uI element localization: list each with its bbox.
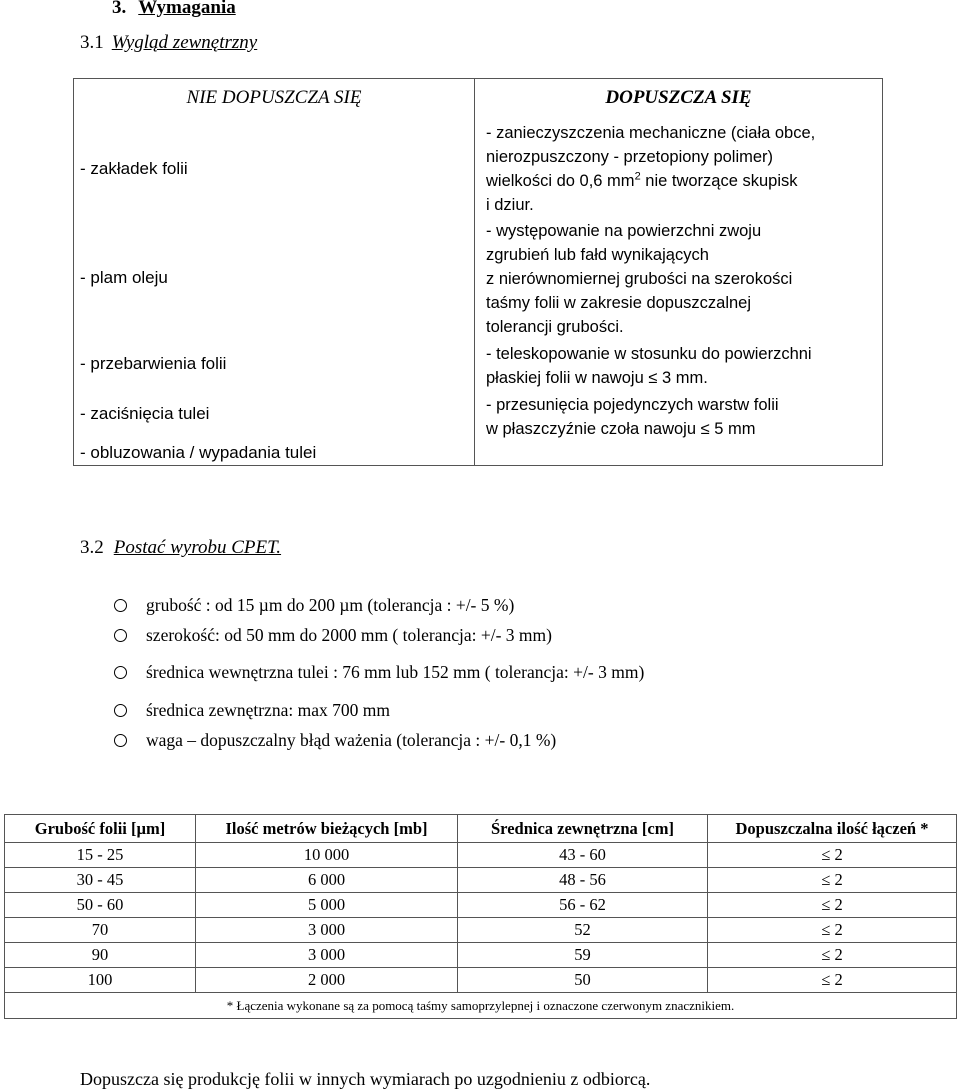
bullet-text: grubość : od 15 µm do 200 µm (tolerancja : +/- 5 %) [146, 595, 515, 615]
table-cell: 15 - 25 [5, 843, 196, 868]
allowed-line: z nierównomiernej grubości na szerokości [486, 270, 793, 288]
allowed-line: i dziur. [486, 196, 534, 214]
subsection-heading-product [80, 537, 281, 559]
allowed-line-part: wielkości do 0,6 mm [486, 172, 635, 190]
table-cell: 3 000 [196, 918, 458, 943]
section-title: Wymagania [138, 0, 236, 18]
table-row [5, 868, 957, 893]
table-cell: ≤ 2 [708, 943, 957, 968]
table-cell: 10 000 [196, 843, 458, 868]
table-cell: ≤ 2 [708, 968, 957, 993]
table-cell: ≤ 2 [708, 868, 957, 893]
subsection-heading-appearance [80, 32, 257, 54]
bullet-icon [114, 734, 127, 747]
table-row [5, 968, 957, 993]
table-note-row [5, 993, 957, 1019]
bullet-text: średnica zewnętrzna: max 700 mm [146, 700, 390, 720]
not-allowed-header: NIE DOPUSZCZA SIĘ [186, 87, 362, 108]
table-row [5, 843, 957, 868]
allowed-line: taśmy folii w zakresie dopuszczalnej [486, 294, 752, 312]
table-cell: ≤ 2 [708, 843, 957, 868]
allowed-header: DOPUSZCZA SIĘ [605, 87, 752, 108]
table-cell: 52 [458, 918, 708, 943]
table-cell: 43 - 60 [458, 843, 708, 868]
table-cell: 2 000 [196, 968, 458, 993]
not-allowed-item: - przebarwienia folii [80, 354, 227, 373]
subsection-number: 3.2 [80, 537, 104, 558]
allowed-line: zgrubień lub fałd wynikających [486, 246, 709, 264]
column-header: Średnica zewnętrzna [cm] [458, 815, 708, 843]
table-header-row [5, 815, 957, 843]
allowed-line: w płaszczyźnie czoła nawoju ≤ 5 mm [486, 420, 756, 438]
table-cell: ≤ 2 [708, 918, 957, 943]
not-allowed-item: - zakładek folii [80, 159, 188, 178]
allowed-line: - zanieczyszczenia mechaniczne (ciała obce, [486, 124, 816, 142]
allowed-line: nierozpuszczony - przetopiony polimer) [486, 148, 774, 166]
table-row [5, 943, 957, 968]
allowed-line [486, 170, 798, 194]
table-cell: ≤ 2 [708, 893, 957, 918]
allowed-line: - występowanie na powierzchni zwoju [486, 222, 762, 240]
allowed-line: płaskiej folii w nawoju ≤ 3 mm. [486, 369, 708, 387]
subsection-number: 3.1 [80, 32, 104, 53]
table-cell: 50 - 60 [5, 893, 196, 918]
column-header: Grubość folii [µm] [5, 815, 196, 843]
table-footnote: * Łączenia wykonane są za pomocą taśmy samoprzylepnej i oznaczone czerwonym znacznikiem. [5, 993, 957, 1019]
subsection-title: Postać wyrobu CPET. [113, 537, 282, 558]
table-cell: 30 - 45 [5, 868, 196, 893]
bullet-icon [114, 666, 127, 679]
table-cell: 3 000 [196, 943, 458, 968]
allowed-line-part: nie tworzące skupisk [640, 172, 798, 190]
section-number: 3. [112, 0, 127, 18]
subsection-title: Wygląd zewnętrzny [111, 32, 258, 53]
table-cell: 56 - 62 [458, 893, 708, 918]
table-cell: 100 [5, 968, 196, 993]
not-allowed-item: - zaciśnięcia tulei [80, 404, 210, 423]
table-cell: 6 000 [196, 868, 458, 893]
table-cell: 5 000 [196, 893, 458, 918]
bullet-text: szerokość: od 50 mm do 2000 mm ( tolerancja: +/- 3 mm) [146, 625, 552, 645]
table-cell: 48 - 56 [458, 868, 708, 893]
bullet-icon [114, 629, 127, 642]
superscript: 2 [634, 170, 641, 183]
column-header: Ilość metrów bieżących [mb] [196, 815, 458, 843]
table-row [5, 893, 957, 918]
table-cell: 59 [458, 943, 708, 968]
bullet-icon [114, 704, 127, 717]
spec-table [4, 814, 957, 1019]
allowed-line: - teleskopowanie w stosunku do powierzchni [486, 345, 812, 363]
table-cell: 50 [458, 968, 708, 993]
not-allowed-item: - plam oleju [80, 268, 168, 287]
bullet-text: waga – dopuszczalny błąd ważenia (tolerancja : +/- 0,1 %) [146, 730, 557, 750]
not-allowed-item: - obluzowania / wypadania tulei [80, 443, 317, 462]
allowed-line: tolerancji grubości. [486, 318, 624, 336]
column-header: Dopuszczalna ilość łączeń * [708, 815, 957, 843]
table-cell: 90 [5, 943, 196, 968]
section-heading [112, 0, 236, 19]
footer-note: Dopuszcza się produkcję folii w innych wymiarach po uzgodnieniu z odbiorcą. [80, 1069, 651, 1089]
table-cell: 70 [5, 918, 196, 943]
bullet-icon [114, 599, 127, 612]
bullet-text: średnica wewnętrzna tulei : 76 mm lub 152 mm ( tolerancja: +/- 3 mm) [146, 662, 645, 682]
table-row [5, 918, 957, 943]
allowed-line: - przesunięcia pojedynczych warstw folii [486, 396, 779, 414]
